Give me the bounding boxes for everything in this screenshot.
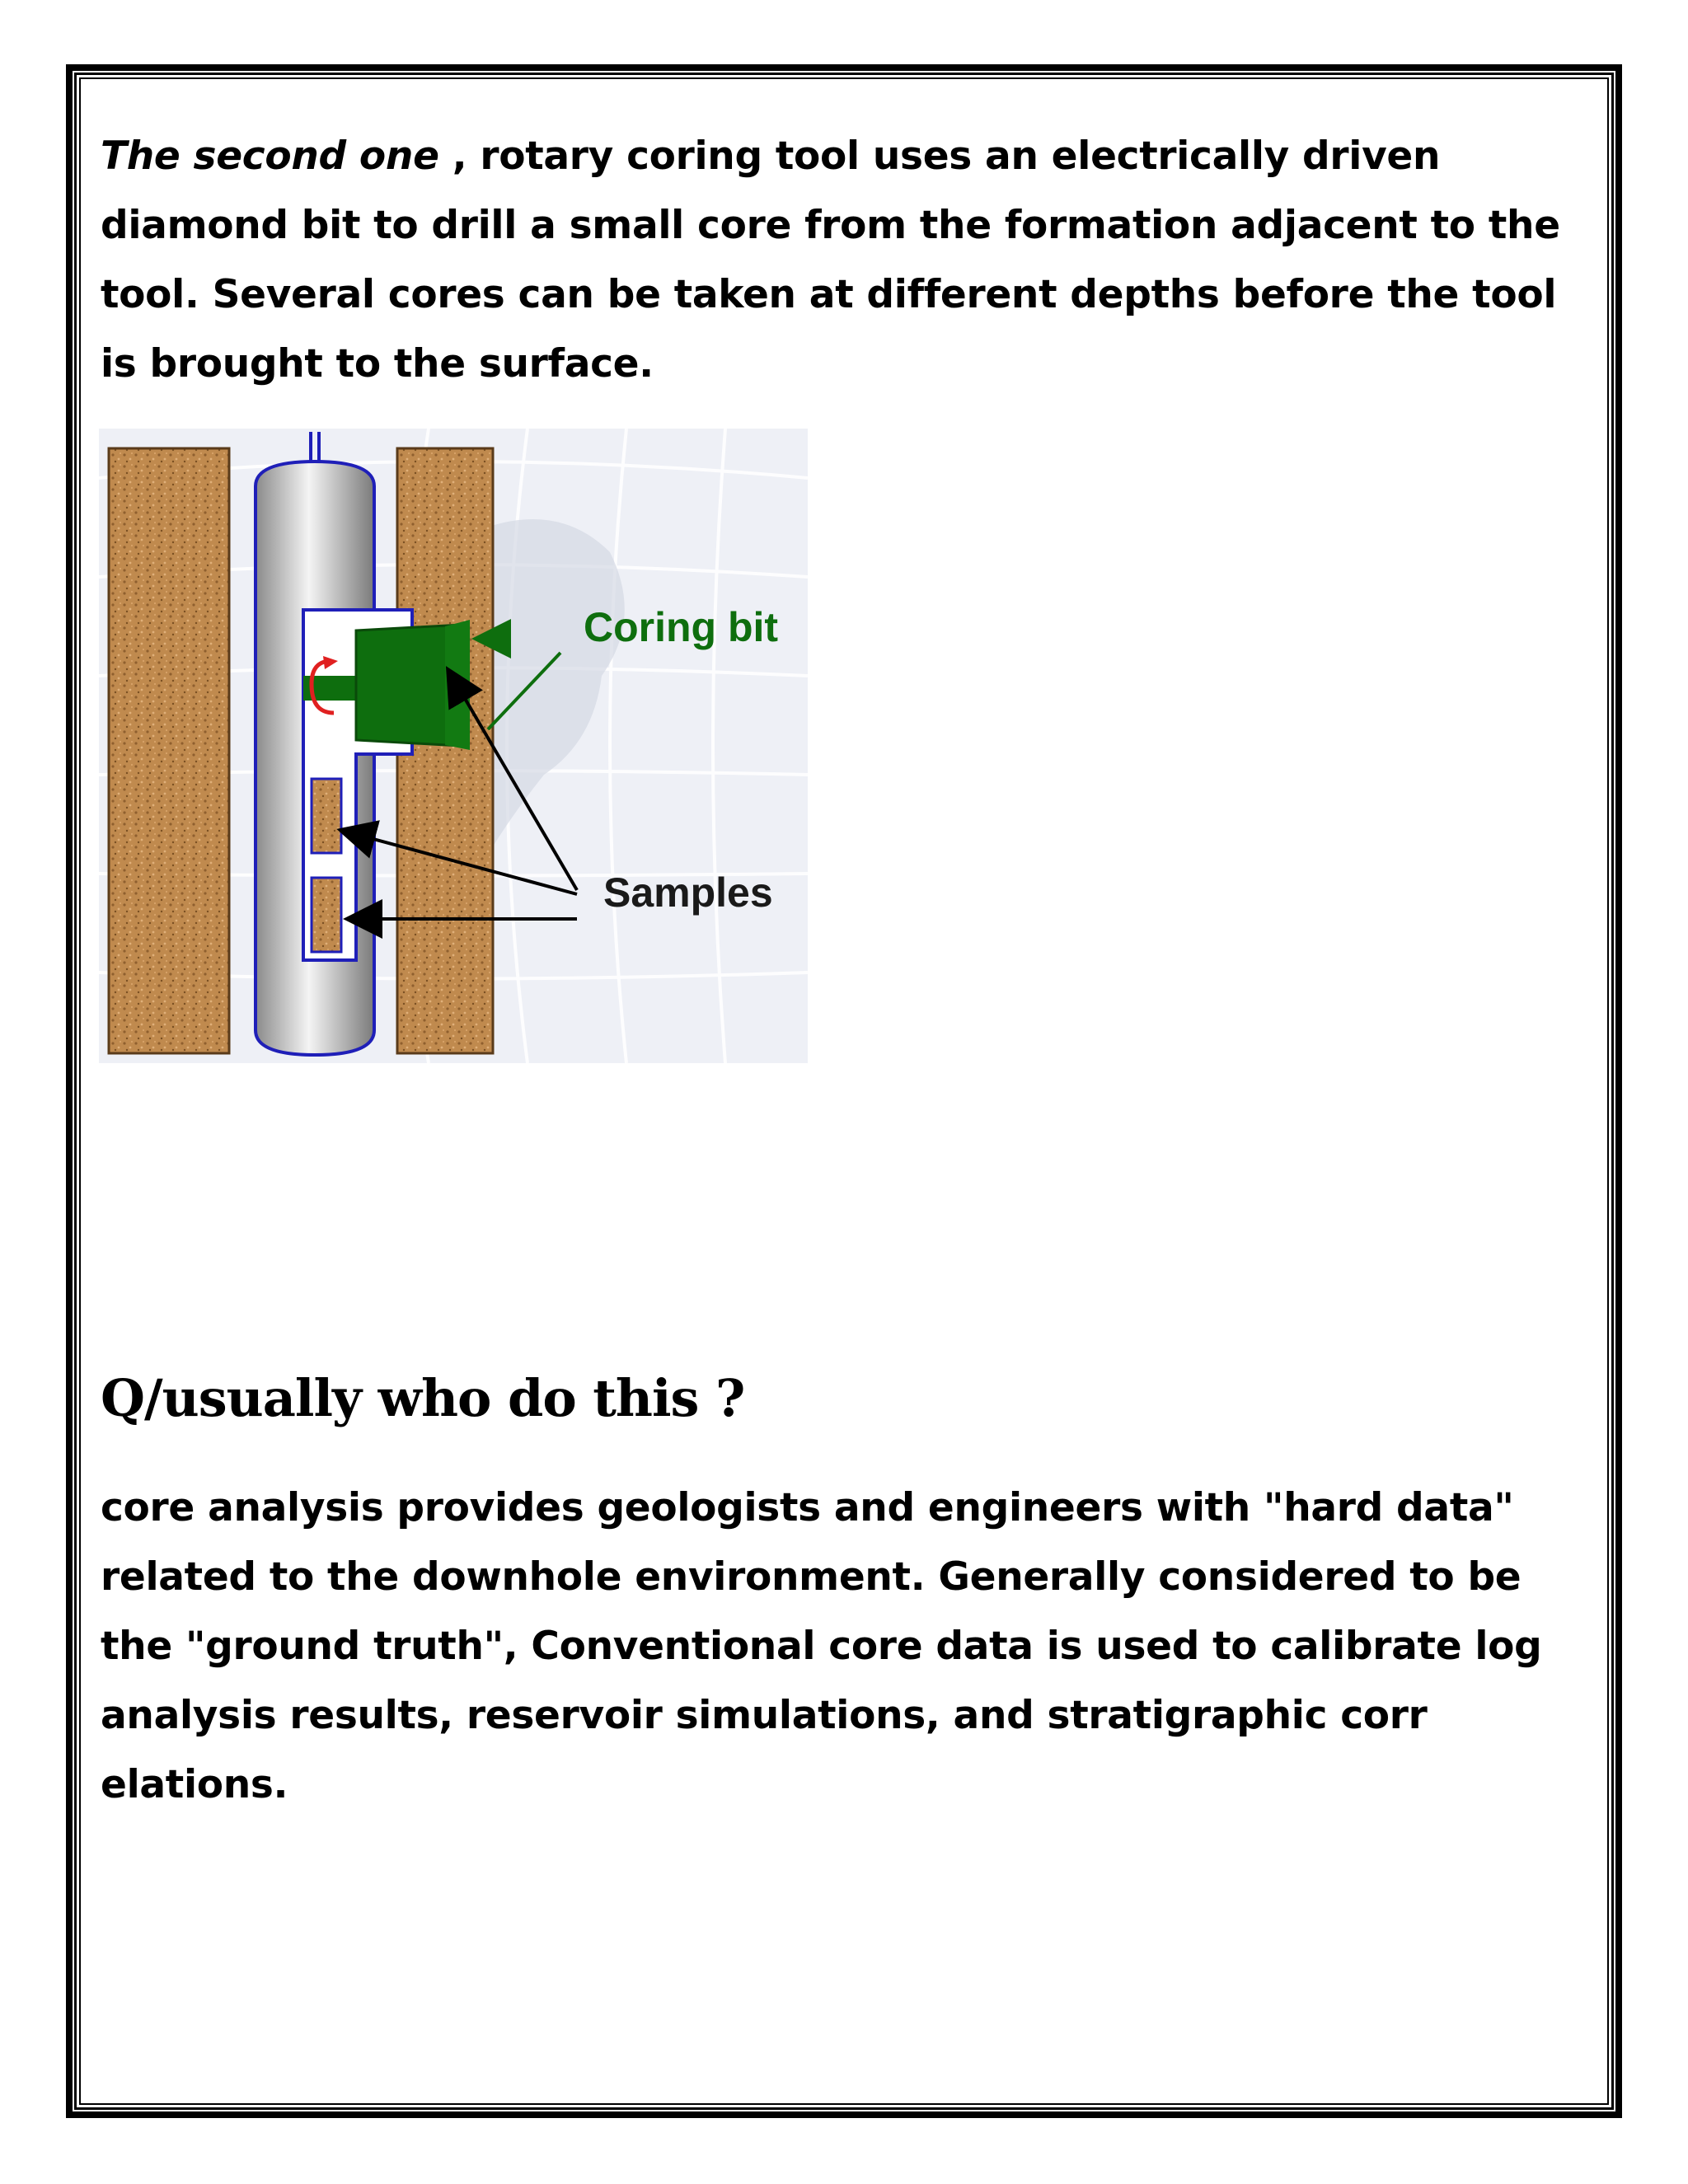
sample-core-2 [312,878,341,952]
formation-left [109,448,229,1053]
tool-cable [309,432,312,465]
coring-bit-label: Coring bit [584,604,779,650]
coring-tool-figure [99,429,808,1063]
intro-paragraph [101,122,1576,399]
question-heading: Q/usually who do this ? [101,1368,745,1428]
tool-cable-2 [317,432,321,465]
sample-core-1 [312,779,341,853]
answer-paragraph: core analysis provides geologists and engineers with "hard data" related to the downhole environment. Generally considered to be the "ground truth", Conventional core data is used to calibrate log analysis results, reservoir simulations, and stratigraphic corr elations. [101,1485,1542,1807]
coring-tool-diagram [99,429,808,1063]
samples-label: Samples [603,869,773,916]
intro-text: , rotary coring tool uses an electrically driven diamond bit to drill a small core from the formation adjacent to the tool. Several cores can be taken at different depths before the tool is brought to the surface. [101,134,1560,387]
intro-lead: The second one [101,134,439,179]
